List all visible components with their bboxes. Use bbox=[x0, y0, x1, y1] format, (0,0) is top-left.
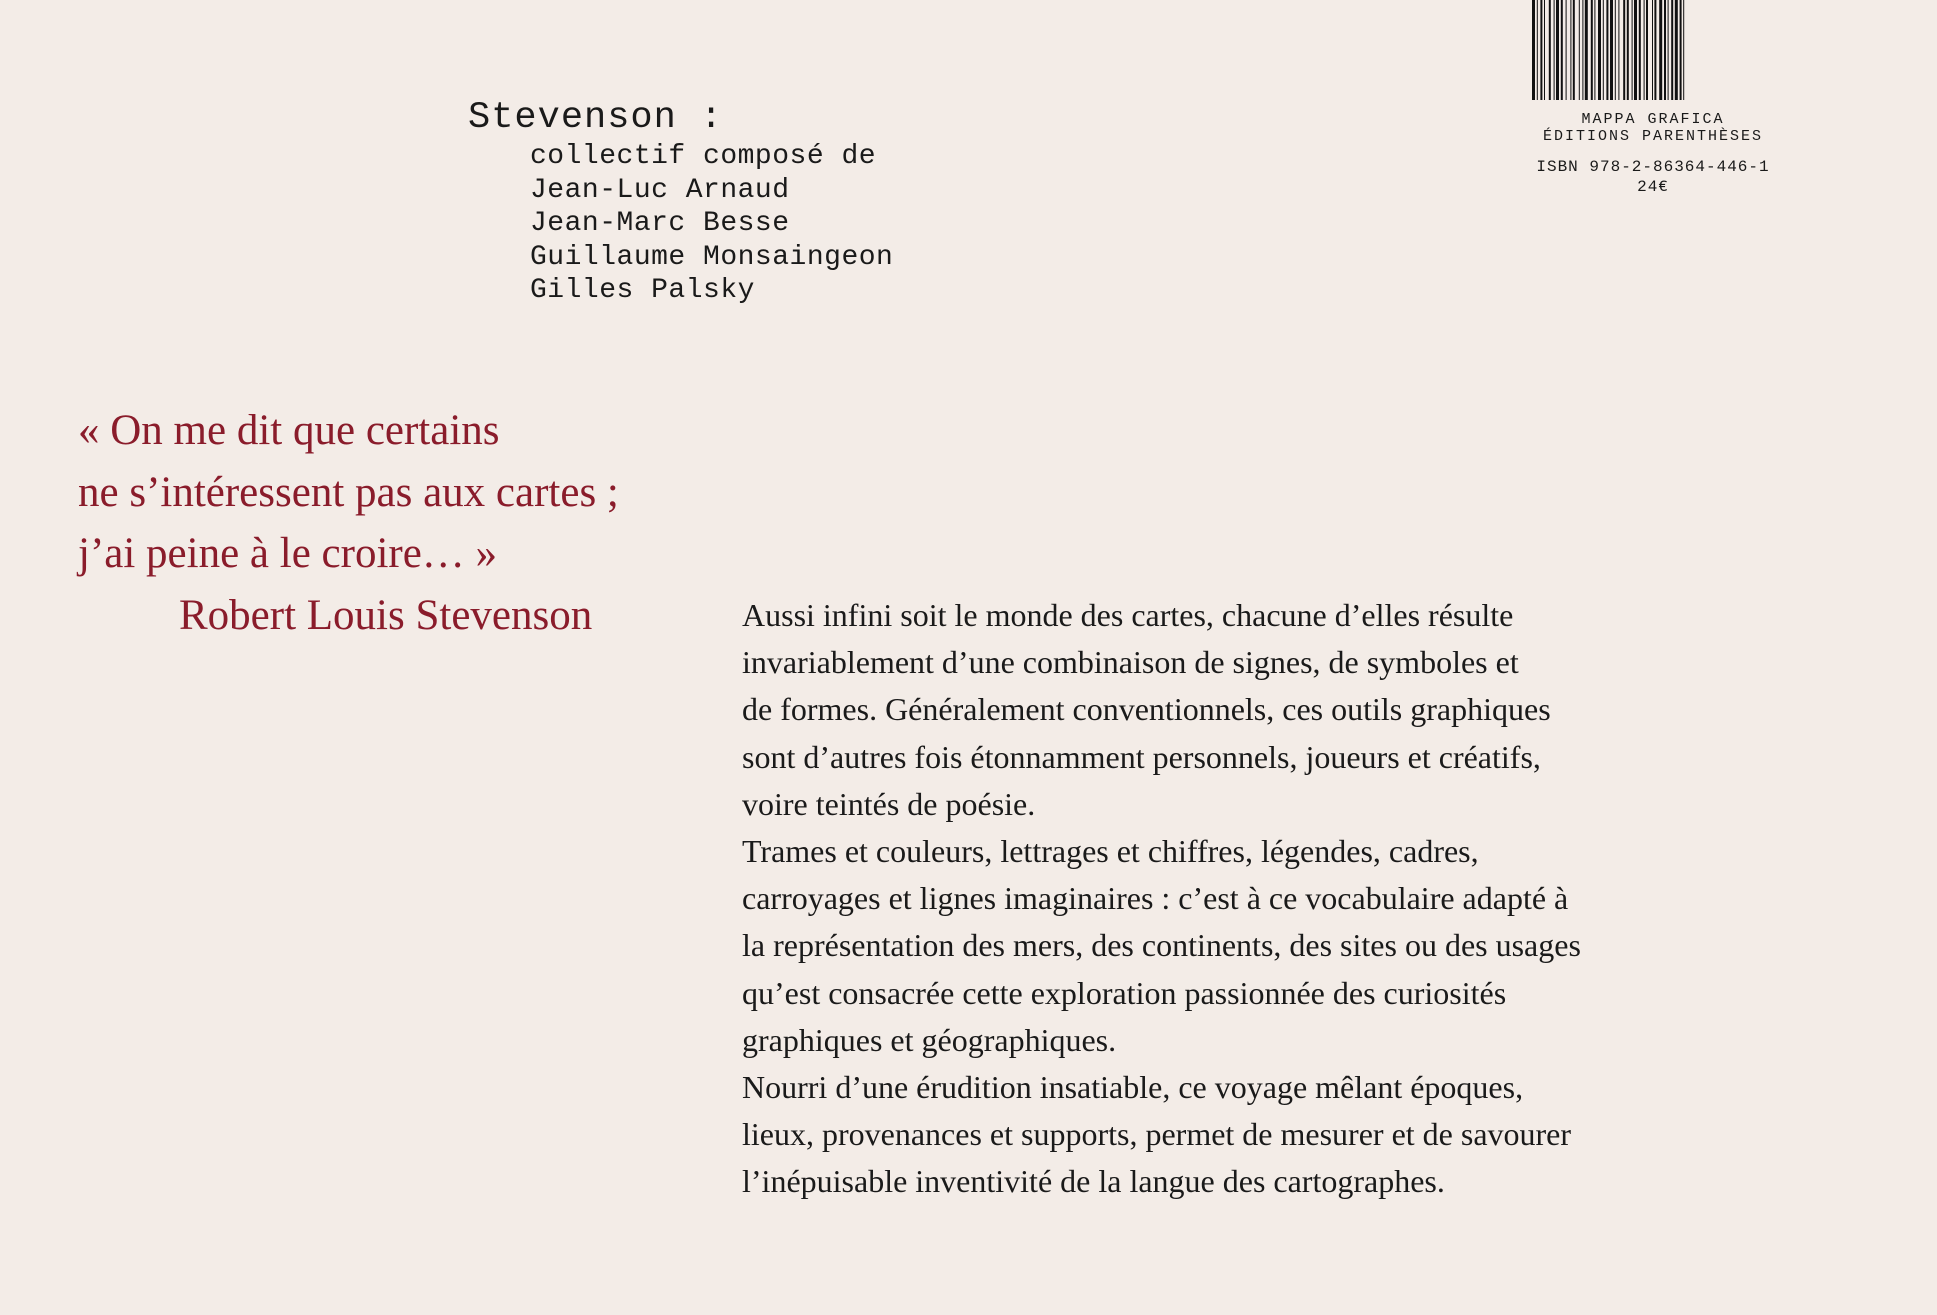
description-line: graphiques et géographiques. bbox=[742, 1021, 1117, 1058]
description-line: Trames et couleurs, lettrages et chiffres, légendes, cadres, bbox=[742, 833, 1479, 870]
description-line: qu’est consacrée cette exploration passionnée des curiosités bbox=[742, 974, 1507, 1011]
credits-block bbox=[468, 96, 893, 308]
description-line: de formes. Généralement conventionnels, ces outils graphiques bbox=[742, 691, 1551, 728]
credits-line: Guillaume Monsaingeon bbox=[530, 241, 894, 273]
barcode-bar bbox=[1594, 0, 1595, 100]
barcode-bar bbox=[1644, 0, 1645, 100]
barcode-bar bbox=[1544, 0, 1545, 100]
description-line: sont d’autres fois étonnamment personnels, joueurs et créatifs, bbox=[742, 738, 1541, 775]
barcode-bar bbox=[1606, 0, 1608, 100]
description-line: voire teintés de poésie. bbox=[742, 785, 1036, 822]
imprint-collection: MAPPA GRAFICA bbox=[1581, 111, 1725, 128]
barcode-bar bbox=[1554, 0, 1555, 100]
barcode-bar bbox=[1615, 0, 1616, 100]
barcode-bar bbox=[1532, 0, 1535, 100]
barcode-bar bbox=[1591, 0, 1593, 100]
barcode-bar bbox=[1585, 0, 1588, 100]
barcode-bar bbox=[1675, 0, 1678, 100]
description-line: l’inépuisable inventivité de la langue des cartographes. bbox=[742, 1163, 1445, 1200]
quote-line: j’ai peine à le croire… » bbox=[78, 530, 498, 577]
description-line: carroyages et lignes imaginaires : c’est à ce vocabulaire adapté à bbox=[742, 880, 1569, 917]
barcode-bar bbox=[1618, 0, 1619, 100]
quote-author: Robert Louis Stevenson bbox=[179, 591, 593, 639]
credits-list bbox=[468, 140, 893, 308]
barcode-bar bbox=[1598, 0, 1601, 100]
quote-line: ne s’intéressent pas aux cartes ; bbox=[78, 468, 619, 516]
quote-line: « On me dit que certains bbox=[78, 407, 500, 454]
barcode-bar bbox=[1639, 0, 1641, 100]
barcode-bar bbox=[1549, 0, 1551, 100]
barcode-bar bbox=[1627, 0, 1629, 100]
barcode-bar bbox=[1579, 0, 1580, 100]
barcode-bar bbox=[1654, 0, 1656, 100]
description-line: Aussi infini soit le monde des cartes, chacune d’elles résulte bbox=[742, 597, 1514, 633]
barcode-bar bbox=[1652, 0, 1653, 100]
credits-line: Jean-Luc Arnaud bbox=[530, 174, 790, 206]
barcode-bar bbox=[1668, 0, 1669, 100]
credits-line: Gilles Palsky bbox=[530, 275, 755, 306]
barcode-bar bbox=[1561, 0, 1563, 100]
barcode-graphic bbox=[1532, 0, 1774, 100]
isbn: ISBN 978-2-86364-446-1 bbox=[1536, 158, 1770, 176]
barcode-bar bbox=[1659, 0, 1662, 100]
barcode-bar bbox=[1623, 0, 1625, 100]
credits-heading: Stevenson : bbox=[468, 97, 724, 139]
barcode-bar bbox=[1634, 0, 1637, 100]
barcode-bar bbox=[1537, 0, 1538, 100]
barcode-bar bbox=[1632, 0, 1633, 100]
barcode-block bbox=[1518, 0, 1788, 197]
imprint-publisher: ÉDITIONS PARENTHÈSES bbox=[1542, 128, 1764, 145]
credits-line: Jean-Marc Besse bbox=[530, 208, 790, 239]
barcode-bar bbox=[1570, 0, 1571, 100]
barcode-bar bbox=[1540, 0, 1542, 100]
pull-quote bbox=[78, 400, 619, 646]
barcode-bar bbox=[1603, 0, 1604, 100]
barcode-bar bbox=[1683, 0, 1684, 100]
credits-line: collectif composé de bbox=[530, 141, 877, 172]
barcode-bar bbox=[1573, 0, 1575, 100]
barcode-bar bbox=[1646, 0, 1648, 100]
barcode-bar bbox=[1556, 0, 1559, 100]
barcode-bar bbox=[1566, 0, 1567, 100]
description-line: la représentation des mers, des continents, des sites ou des usages bbox=[742, 927, 1581, 964]
description-line: lieux, provenances et supports, permet de mesurer et de savourer bbox=[742, 1116, 1572, 1153]
price: 24€ bbox=[1637, 178, 1669, 196]
publisher-imprint bbox=[1518, 111, 1788, 145]
barcode-bar bbox=[1680, 0, 1682, 100]
barcode-bar bbox=[1664, 0, 1666, 100]
barcode-bar bbox=[1671, 0, 1673, 100]
quote-text bbox=[78, 400, 619, 585]
description-line: Nourri d’une érudition insatiable, ce voyage mêlant époques, bbox=[742, 1069, 1524, 1106]
book-description bbox=[742, 592, 1581, 1206]
barcode-bar bbox=[1610, 0, 1613, 100]
description-line: invariablement d’une combinaison de signes, de symboles et bbox=[742, 644, 1519, 681]
barcode-bar bbox=[1582, 0, 1583, 100]
